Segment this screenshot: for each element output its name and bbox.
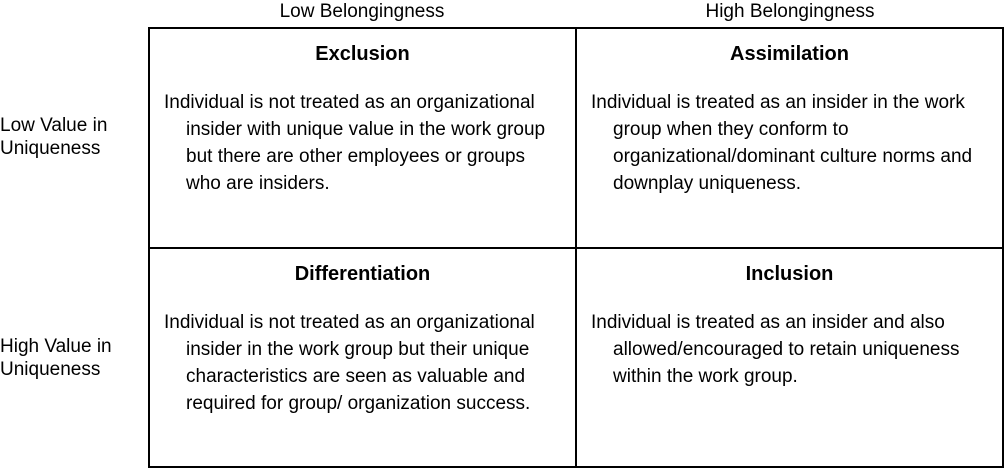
quadrant-row-top <box>150 29 1002 249</box>
quadrant-exclusion-title: Exclusion <box>315 43 410 65</box>
quadrant-inclusion-body: Individual is treated as an insider and also allowed/encouraged to retain uniqueness within the work group. <box>591 311 960 387</box>
row-label-high-value-line-1: High Value in <box>0 335 112 357</box>
quadrant-assimilation-body: Individual is treated as an insider in the work group when they conform to organizational/dominant culture norms and downplay uniqueness. <box>591 92 973 194</box>
column-header-high-belongingness: High Belongingness <box>705 1 875 22</box>
row-label-low-value-in-uniqueness <box>0 27 148 248</box>
quadrant-inclusion <box>577 249 1002 467</box>
quadrant-row-bottom <box>150 249 1002 467</box>
row-label-high-value-line-2: Uniqueness <box>0 358 101 380</box>
quadrant-inclusion-title: Inclusion <box>745 262 834 285</box>
header-corner-spacer <box>0 0 148 27</box>
column-header-row <box>0 0 1004 27</box>
quadrant-exclusion-body: Individual is not treated as an organizational insider with unique value in the work group but there are other employees or groups who are insiders. <box>164 92 546 194</box>
quadrant-differentiation <box>150 249 577 467</box>
column-header-low-belongingness: Low Belongingness <box>279 1 445 22</box>
quadrant-differentiation-title: Differentiation <box>294 262 431 285</box>
quadrant-assimilation <box>577 29 1002 247</box>
quadrant-differentiation-body: Individual is not treated as an organizational insider in the work group but their unique characteristics are seen as valuable and required for group/ organization success. <box>164 311 535 414</box>
row-label-low-value-line-1: Low Value in <box>0 115 108 137</box>
row-label-high-value-in-uniqueness <box>0 248 148 468</box>
row-label-low-value-line-2: Uniqueness <box>0 138 101 160</box>
quadrant-assimilation-title: Assimilation <box>730 43 849 65</box>
row-label-column <box>0 27 148 468</box>
quadrant-grid <box>148 27 1004 468</box>
quadrant-exclusion <box>150 29 577 247</box>
matrix-body <box>0 27 1004 468</box>
